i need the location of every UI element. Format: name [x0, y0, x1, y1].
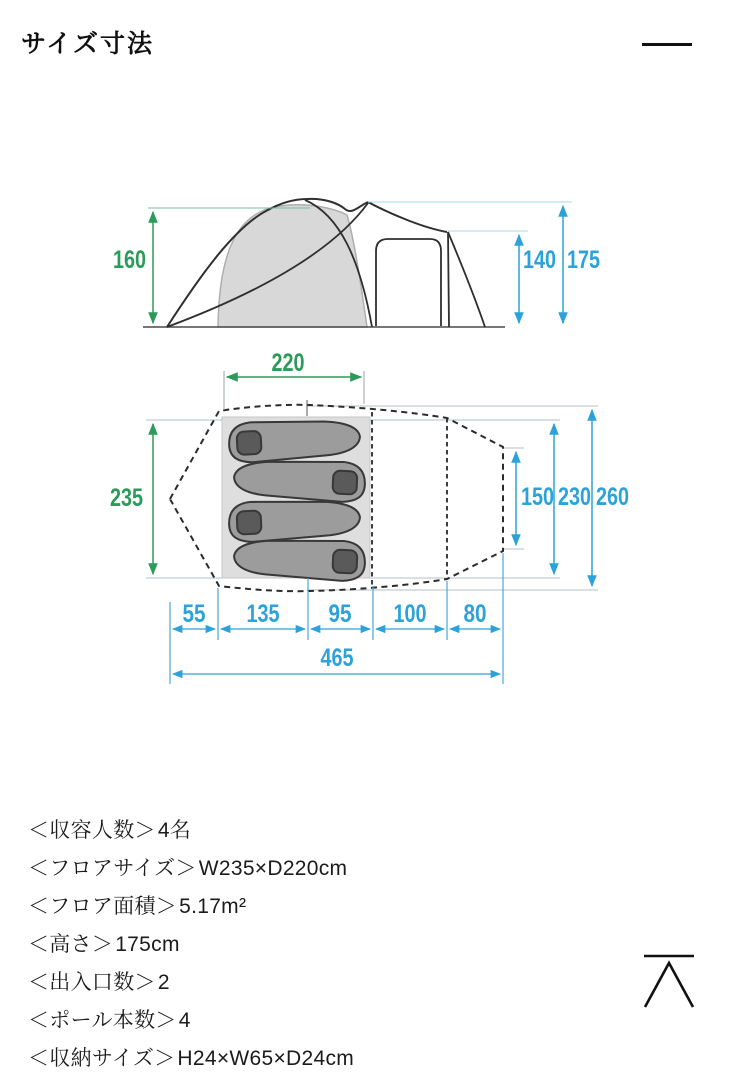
section-title: サイズ寸法 [21, 30, 155, 58]
pillow [237, 510, 262, 534]
tent-top-view [110, 349, 629, 684]
spec-row-capacity [28, 812, 354, 850]
spec-value: 4 [178, 1009, 191, 1032]
dimension-body-width [554, 424, 591, 574]
dim-label-55: 55 [182, 600, 206, 628]
minus-icon [642, 43, 692, 46]
tent-dimension-diagram [0, 175, 732, 705]
dimension-door-height [448, 231, 556, 323]
collapse-section-button[interactable] [642, 28, 692, 52]
pillow [332, 549, 357, 573]
roof-line [368, 202, 447, 232]
front-guy-line [448, 232, 485, 327]
dimension-rear-edge [516, 452, 554, 545]
spec-value: 2 [157, 971, 170, 994]
dim-label-230: 230 [558, 483, 591, 511]
dim-label-95: 95 [328, 600, 352, 628]
dim-label-160: 160 [113, 246, 146, 274]
dim-label-260: 260 [596, 483, 629, 511]
spec-list [28, 812, 354, 1078]
spec-label: ＜高さ＞ [28, 933, 114, 956]
dimension-floor-depth [224, 349, 364, 410]
front-pole [448, 232, 449, 327]
pillow [332, 470, 357, 494]
spec-value: 4名 [157, 819, 192, 842]
dim-label-150: 150 [521, 483, 554, 511]
spec-value: H24×W65×D24cm [177, 1047, 355, 1070]
scroll-to-top-button[interactable] [638, 946, 700, 1012]
dim-label-220: 220 [271, 349, 305, 377]
chevron-up-icon [638, 946, 700, 1012]
spec-value: 5.17m² [179, 895, 247, 918]
inner-tent-silhouette [218, 205, 367, 327]
spec-label: ＜ポール本数＞ [28, 1009, 177, 1032]
dim-label-135: 135 [246, 600, 280, 628]
door-outline [376, 239, 441, 326]
spec-label: ＜収容人数＞ [28, 819, 156, 842]
footprint-dividers [372, 412, 447, 586]
spec-label: ＜フロアサイズ＞ [28, 857, 197, 880]
spec-value: 175cm [115, 933, 180, 956]
pillow [237, 431, 262, 455]
tent-side-view [113, 199, 600, 327]
spec-row-packed-size [28, 1040, 354, 1078]
dim-label-175: 175 [567, 246, 601, 274]
spec-label: ＜フロア面積＞ [28, 895, 178, 918]
spec-label: ＜出入口数＞ [28, 971, 156, 994]
dim-label-140: 140 [523, 246, 556, 274]
segment-labels [183, 600, 487, 628]
spec-row-poles [28, 1002, 354, 1040]
spec-label: ＜収納サイズ＞ [28, 1047, 176, 1070]
dim-label-235: 235 [110, 484, 144, 512]
spec-row-height [28, 926, 354, 964]
spec-row-floor-size [28, 850, 354, 888]
spec-value: W235×D220cm [198, 857, 348, 880]
spec-row-floor-area [28, 888, 354, 926]
dimension-floor-width [110, 424, 153, 574]
dimension-overall-width [592, 410, 629, 586]
spec-row-doors [28, 964, 354, 1002]
dim-label-465: 465 [320, 644, 354, 672]
dim-label-80: 80 [463, 600, 487, 628]
dimension-total-height [368, 202, 600, 323]
dimension-overall-length [173, 644, 500, 674]
dim-label-100: 100 [393, 600, 427, 628]
